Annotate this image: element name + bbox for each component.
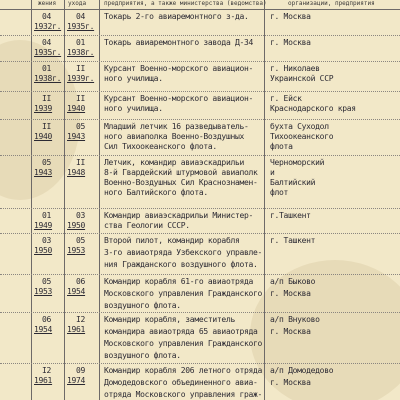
column-rule	[264, 0, 265, 400]
end-month: 05	[76, 236, 86, 245]
end-year: 1940	[67, 104, 86, 113]
row-separator	[0, 155, 400, 156]
position-description: Командир корабля 61-го авиаотряда	[104, 277, 254, 286]
position-description: Курсант Военно-морского авиацион-	[104, 94, 254, 103]
position-description: Второй пилот, командир корабля	[104, 236, 240, 245]
end-month: 03	[76, 211, 86, 220]
end-year: 1950	[67, 221, 86, 230]
start-year: 1953	[34, 287, 53, 296]
column-rule	[99, 0, 100, 400]
row-separator	[0, 91, 400, 92]
position-description: Московского управления Гражданского	[104, 289, 263, 298]
work-location: г. Москва	[270, 378, 311, 387]
work-location: а/п Домодедово	[270, 366, 334, 375]
work-location: г. Ейск	[270, 94, 302, 103]
work-location: а/п Быково	[270, 277, 316, 286]
work-location: г. Ташкент	[270, 236, 316, 245]
work-location: г.Ташкент	[270, 211, 311, 220]
column-rule	[64, 0, 65, 400]
row-separator	[0, 35, 400, 36]
end-month: II	[76, 158, 86, 167]
position-description: ного Балтийского флота.	[104, 188, 208, 197]
end-month: 04	[76, 12, 86, 21]
work-location: а/п Внуково	[270, 315, 320, 324]
row-separator	[0, 208, 400, 209]
end-year: 1943	[67, 132, 86, 141]
end-month: 06	[76, 277, 86, 286]
work-location: г. Москва	[270, 38, 311, 47]
work-location: г. Москва	[270, 289, 311, 298]
start-year: 1954	[34, 325, 53, 334]
work-location: Черноморский	[270, 158, 325, 167]
end-month: 01	[76, 38, 86, 47]
start-month: 05	[42, 277, 52, 286]
position-description: воздушного флота.	[104, 351, 181, 360]
start-month: 01	[42, 211, 52, 220]
start-year: 1943	[34, 168, 53, 177]
end-year: 1953	[67, 246, 86, 255]
start-year: 1950	[34, 246, 53, 255]
position-description: Командир корабля, заместитель	[104, 315, 235, 324]
end-month: II	[76, 94, 86, 103]
header-col-start: жения	[38, 0, 57, 7]
position-description: 3-го авиаотряда Узбекского управле-	[104, 248, 263, 257]
position-description: Младший летчик 16 разведыватель-	[104, 122, 249, 131]
header-col-place: организации, предприятия	[288, 0, 375, 7]
row-separator	[0, 274, 400, 275]
position-description: 8-й Гвардейский штурмовой авиаполк	[104, 168, 258, 177]
start-month: 04	[42, 38, 52, 47]
start-month: 04	[42, 12, 52, 21]
position-description: ного авиаполка Военно-Воздушных	[104, 132, 245, 141]
position-description: ного училища.	[104, 74, 163, 83]
position-description: ния Гражданского воздушного флота.	[104, 260, 258, 269]
end-month: I2	[76, 315, 86, 324]
work-location: г. Москва	[270, 327, 311, 336]
position-description: командира авиаотряда 65 авиаотряда	[104, 327, 258, 336]
end-month: 05	[76, 122, 86, 131]
end-year: 1961	[67, 325, 86, 334]
position-description: воздушного флота.	[104, 301, 181, 310]
start-year: 1949	[34, 221, 53, 230]
end-year: 1939г.	[67, 74, 95, 83]
position-description: Командир авиаэскадрильи Министер-	[104, 211, 254, 220]
row-separator	[0, 363, 400, 364]
work-location: и	[270, 168, 275, 177]
start-year: 1961	[34, 376, 53, 385]
position-description: Сил Тихоокеанского флота.	[104, 142, 217, 151]
end-month: II	[76, 64, 86, 73]
end-year: 1974	[67, 376, 86, 385]
end-year: 1935г.	[67, 22, 95, 31]
work-location: Краснодарского края	[270, 104, 356, 113]
header-rule	[0, 9, 400, 10]
end-month: 09	[76, 366, 86, 375]
work-location: г. Николаев	[270, 64, 320, 73]
work-location: Балтийский	[270, 178, 316, 187]
end-year: 1954	[67, 287, 86, 296]
row-separator	[0, 312, 400, 313]
start-month: 03	[42, 236, 52, 245]
start-month: II	[42, 122, 52, 131]
row-separator	[0, 233, 400, 234]
position-description: Токарь авиаремонтного завода Д-34	[104, 38, 254, 47]
work-location: флота	[270, 142, 293, 151]
row-separator	[0, 119, 400, 120]
end-year: 1948	[67, 168, 86, 177]
work-location: флот	[270, 188, 289, 197]
row-separator	[0, 61, 400, 62]
position-description: отряда Московского управления граж-	[104, 390, 263, 399]
header-col-end: ухода	[68, 0, 87, 7]
start-year: 1938г.	[34, 74, 62, 83]
position-description: Московского управления Гражданского	[104, 339, 263, 348]
start-year: 1939	[34, 104, 53, 113]
position-description: Военно-Воздушных Сил Краснознамен-	[104, 178, 258, 187]
position-description: Домодедовского объединенного авиа-	[104, 378, 258, 387]
work-location: Тихоокеанского	[270, 132, 334, 141]
position-description: ства Геологии СССР.	[104, 221, 190, 230]
start-month: 01	[42, 64, 52, 73]
start-month: 05	[42, 158, 52, 167]
end-year: 1938г.	[67, 48, 95, 57]
work-location: бухта Суходол	[270, 122, 329, 131]
start-month: I2	[42, 366, 52, 375]
work-location: г. Москва	[270, 12, 311, 21]
start-month: 06	[42, 315, 52, 324]
position-description: Летчик, командир авиаэскадрильи	[104, 158, 245, 167]
position-description: Токарь 2-го авиаремонтного з-да.	[104, 12, 249, 21]
header-col-description: предприятия, а также министерства (ведомства)	[104, 0, 267, 7]
start-year: 1935г.	[34, 48, 62, 57]
start-year: 1932г.	[34, 22, 62, 31]
position-description: Командир корабля 206 летного отряда	[104, 366, 263, 375]
position-description: ного училища.	[104, 104, 163, 113]
position-description: Курсант Военно-морского авиацион-	[104, 64, 254, 73]
column-rule	[31, 0, 32, 400]
work-location: Украинской ССР	[270, 74, 334, 83]
start-year: 1940	[34, 132, 53, 141]
start-month: II	[42, 94, 52, 103]
